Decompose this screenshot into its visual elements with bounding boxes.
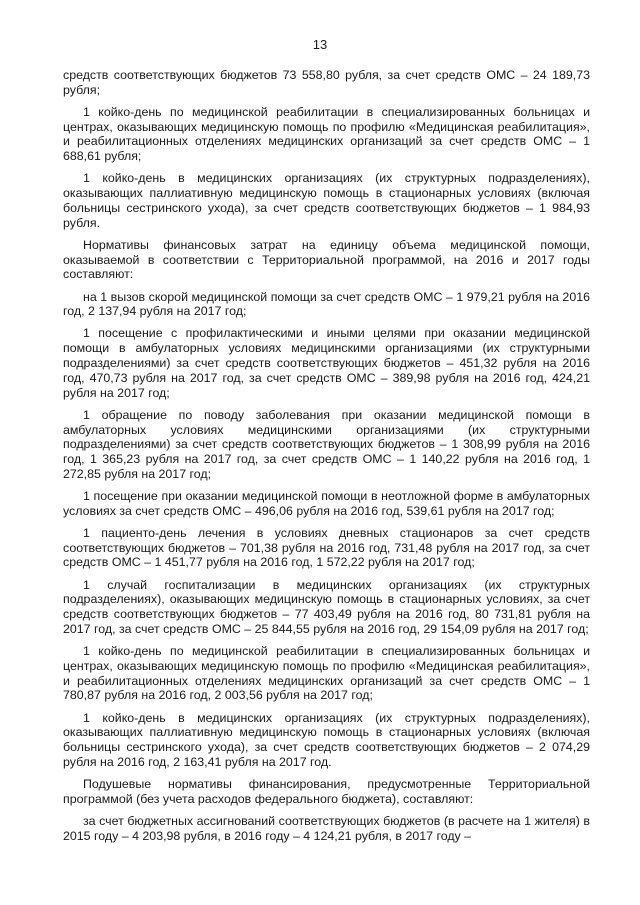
paragraph: 1 случай госпитализации в медицинских организациях (их структурных подразделениях), оказывающих медицинскую помощь в стационарных условиях, за счет средств соответствующих бюджетов – 77 403,49 рубля на 2016 год, 80 731,81 рубля на 2017 год, за счет средств ОМС – 25 844,55 рубля на 2016 год, 29 154,09 рубля на 2017 год; xyxy=(63,577,590,636)
document-body xyxy=(63,68,590,851)
paragraph: на 1 вызов скорой медицинской помощи за счет средств ОМС – 1 979,21 рубля на 2016 год, 2 137,94 рубля на 2017 год; xyxy=(63,289,590,319)
paragraph: средств соответствующих бюджетов 73 558,80 рубля, за счет средств ОМС – 24 189,73 рубля; xyxy=(63,68,590,97)
paragraph: Подушевые нормативы финансирования, предусмотренные Территориальной программой (без учета расходов федерального бюджета), составляют: xyxy=(63,777,590,806)
paragraph: 1 посещение при оказании медицинской помощи в неотложной форме в амбулаторных условиях за счет средств ОМС – 496,06 рубля на 2016 год, 539,61 рубля на 2017 год; xyxy=(63,489,590,518)
page-number: 13 xyxy=(312,37,328,52)
paragraph: 1 посещение с профилактическими и иными целями при оказании медицинской помощи в амбулаторных условиях медицинскими организациями (их структурными подразделениями) за счет средств соответствующих бюджетов – 451,32 рубля на 2016 год, 470,73 рубля на 2017 год, за счет средств ОМС – 389,98 рубля на 2016 год, 424,21 рубля на 2017 год; xyxy=(63,326,590,400)
paragraph: за счет бюджетных ассигнований соответствующих бюджетов (в расчете на 1 жителя) в 2015 году – 4 203,98 рубля, в 2016 году – 4 124,21 рубля, в 2017 году – xyxy=(63,813,590,843)
paragraph: 1 пациенто-день лечения в условиях дневных стационаров за счет средств соответствующих бюджетов – 701,38 рубля на 2016 год, 731,48 рубля на 2017 год, за счет средств ОМС – 1 451,77 рубля на 2016 год, 1 572,22 рубля на 2017 год; xyxy=(63,525,590,570)
paragraph: Нормативы финансовых затрат на единицу объема медицинской помощи, оказываемой в соответствии с Территориальной программой, на 2016 и 2017 годы составляют: xyxy=(63,237,590,282)
paragraph: 1 койко-день в медицинских организациях (их структурных подразделениях), оказывающих паллиативную медицинскую помощь в стационарных условиях (включая больницы сестринского ухода), за счет средств соответствующих бюджетов – 1 984,93 рубля. xyxy=(63,171,590,230)
paragraph: 1 койко-день по медицинской реабилитации в специализированных больницах и центрах, оказывающих медицинскую помощь по профилю «Медицинская реабилитация», и реабилитационных отделениях медицинских организаций за счет средств ОМС – 1 688,61 рубля; xyxy=(63,104,590,164)
paragraph: 1 койко-день по медицинской реабилитации в специализированных больницах и центрах, оказывающих медицинскую помощь по профилю «Медицинская реабилитация», и реабилитационных отделениях медицинских организаций за счет средств ОМС – 1 780,87 рубля на 2016 год, 2 003,56 рубля на 2017 год; xyxy=(63,644,590,703)
paragraph: 1 койко-день в медицинских организациях (их структурных подразделениях), оказывающих паллиативную медицинскую помощь в стационарных условиях (включая больницы сестринского ухода), за счет средств соответствующих бюджетов – 2 074,29 рубля на 2016 год, 2 163,41 рубля на 2017 год. xyxy=(63,710,590,769)
paragraph: 1 обращение по поводу заболевания при оказании медицинской помощи в амбулаторных условиях медицинскими организациями (их структурными подразделениями) за счет средств соответствующих бюджетов – 1 308,99 рубля на 2016 год, 1 365,23 рубля на 2017 год, за счет средств ОМС – 1 140,22 рубля на 2016 год, 1 272,85 рубля на 2017 год; xyxy=(63,407,590,481)
